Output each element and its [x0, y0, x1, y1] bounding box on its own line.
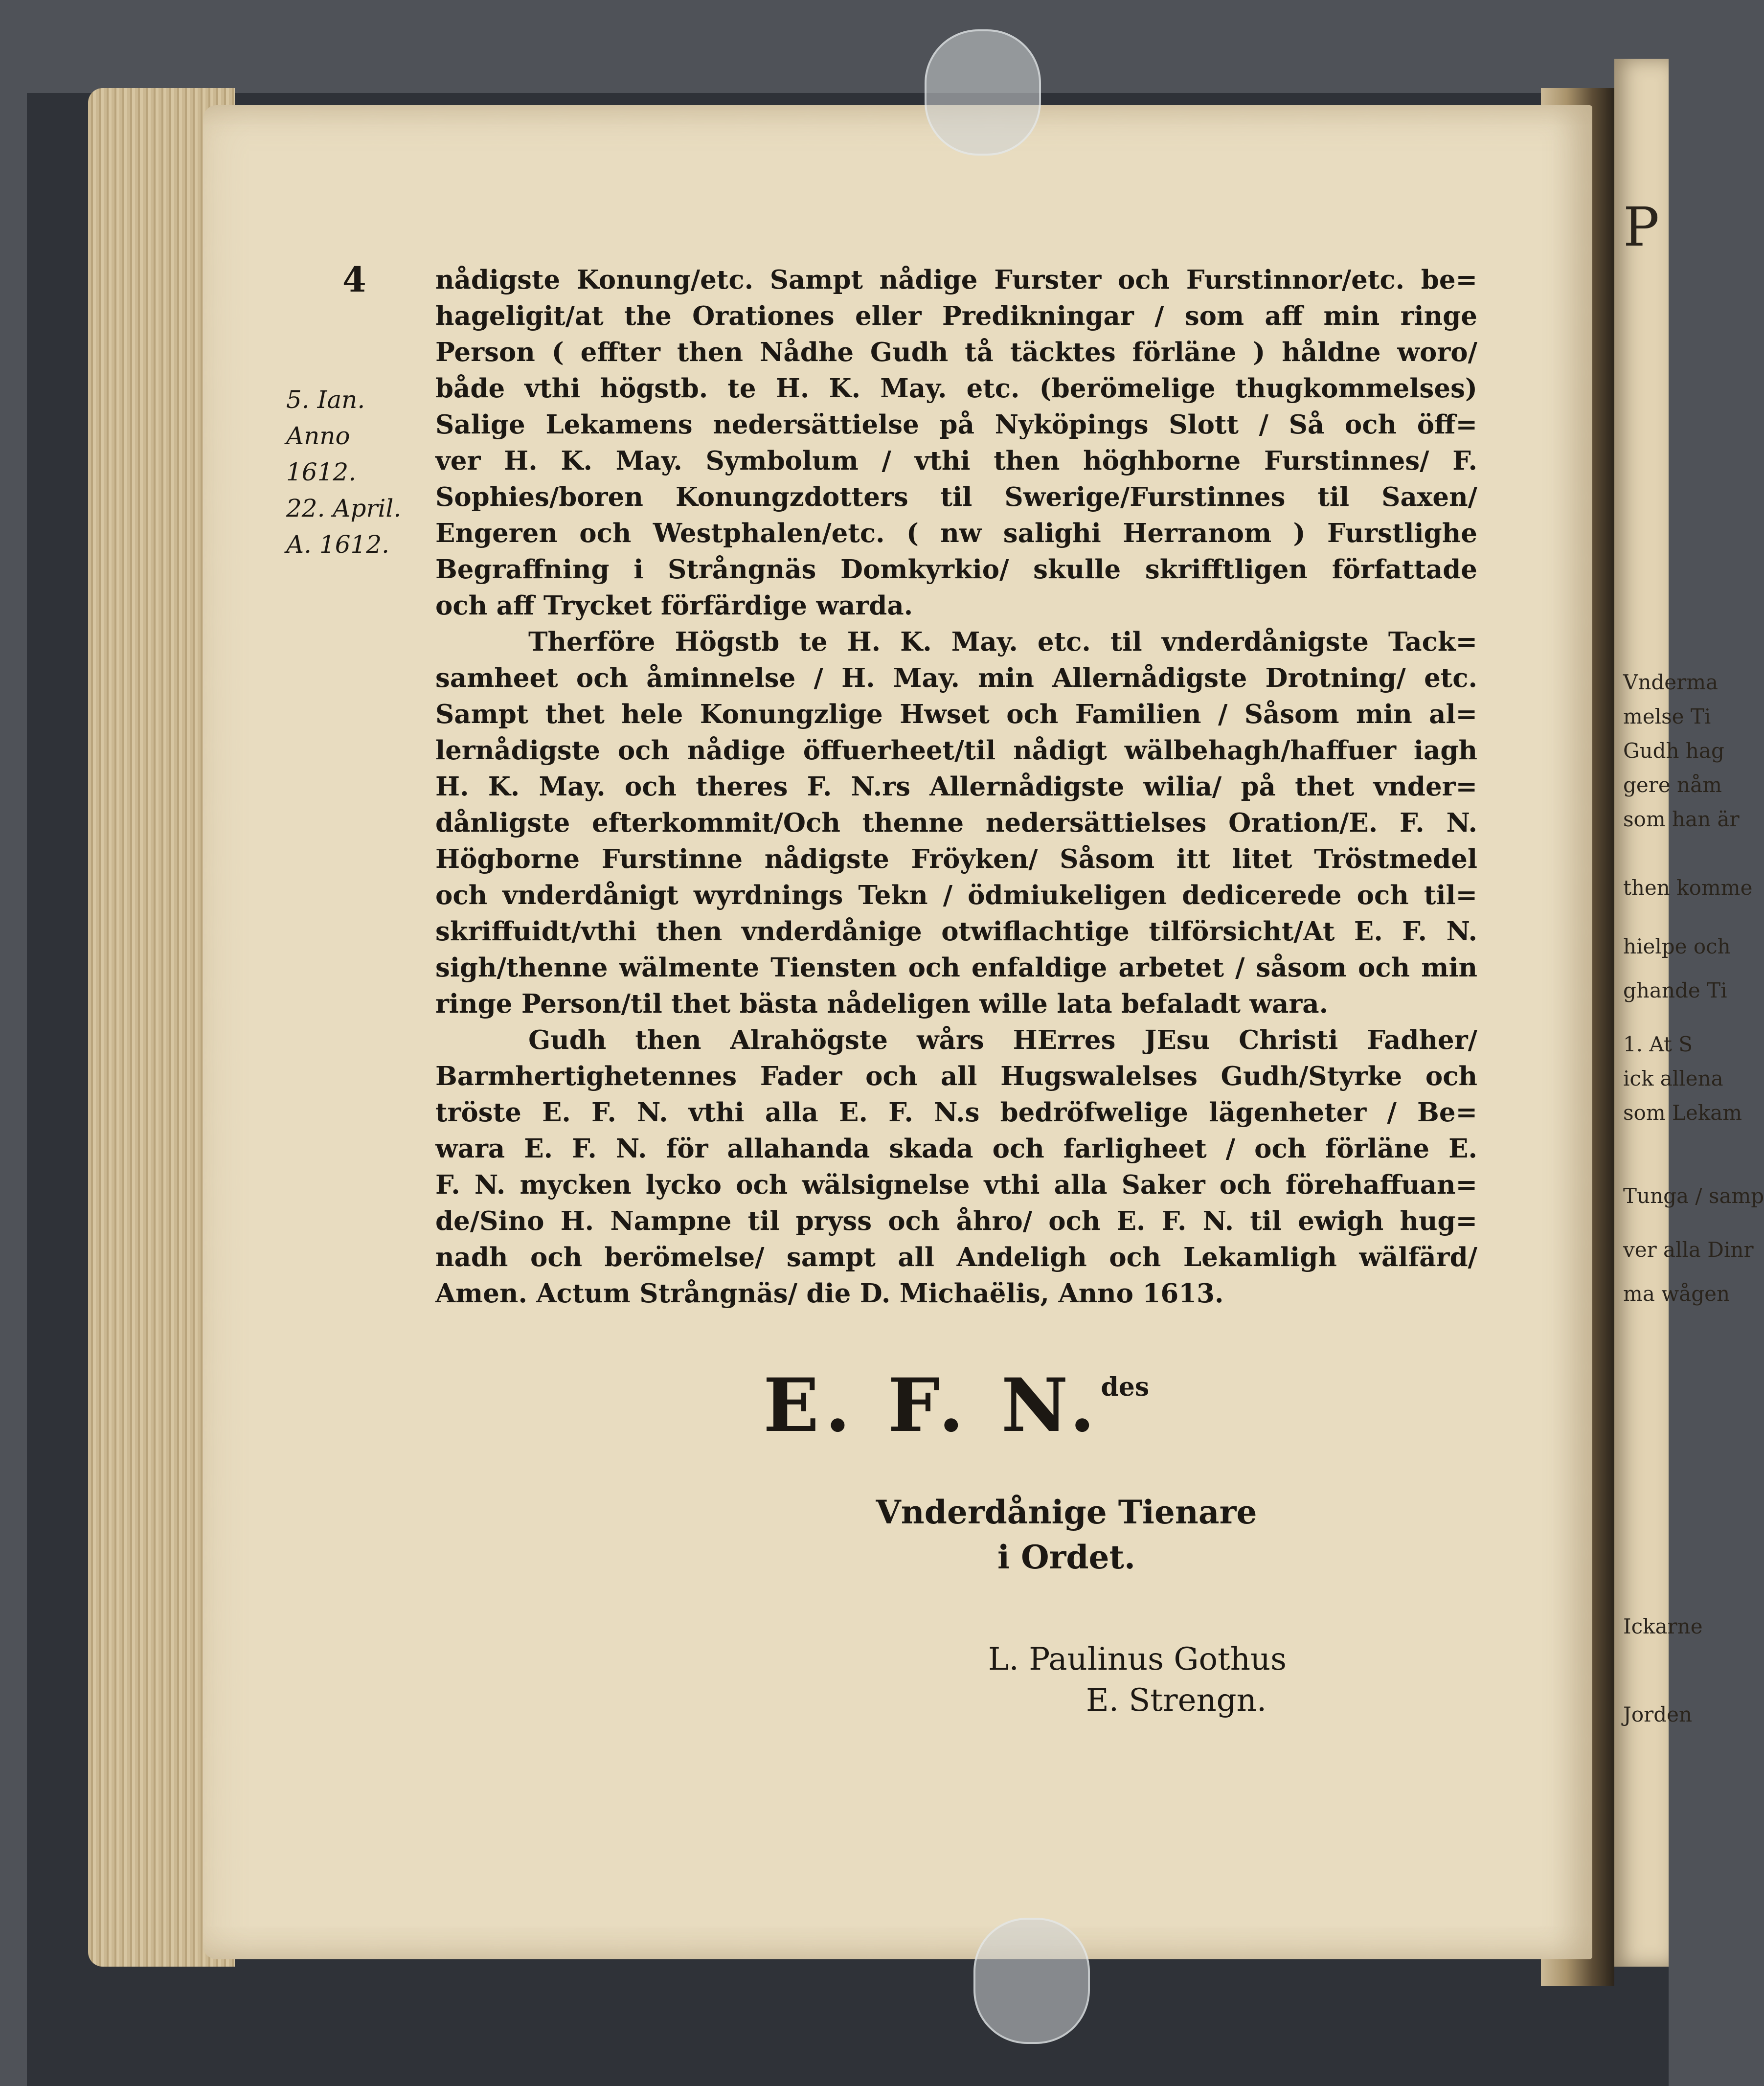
closing-line: i Ordet.	[997, 1538, 1135, 1576]
closing-title	[866, 1490, 1267, 1580]
text-line: H. K. May. och theres F. N.rs Allernådigste wilia/ på thet vnder=	[435, 771, 1477, 802]
text-line: Begraffning i Strångnäs Domkyrkio/ skulle skrifftligen författade	[435, 554, 1477, 585]
facing-fragment: Gudh hag	[1623, 739, 1724, 763]
text-line: Barmhertighetennes Fader och all Hugswalelses Gudh/Styrke och	[435, 1061, 1477, 1091]
facing-fragment: Tunga / samp	[1623, 1184, 1764, 1208]
text-line: ringe Person/til thet bästa nådeligen wille lata befaladt wara.	[435, 989, 1329, 1019]
text-line: samheet och åminnelse / H. May. min Allernådigste Drotning/ etc.	[435, 663, 1477, 693]
page-holder-tab-top	[925, 29, 1041, 156]
margin-note-line: Anno	[286, 422, 350, 450]
margin-note-line: 22. April.	[286, 494, 402, 522]
margin-note-line: 5. Ian.	[286, 385, 365, 414]
text-line: ver H. K. May. Symbolum / vthi then höghborne Furstinnes/ F.	[435, 446, 1477, 476]
text-line: hageligit/at the Orationes eller Predikningar / som aff min ringe	[435, 301, 1477, 331]
facing-page	[1614, 59, 1669, 1967]
text-line: Sampt thet hele Konungzlige Hwset och Familien / Såsom min al=	[435, 699, 1477, 729]
facing-fragment: P	[1623, 196, 1660, 258]
facing-fragment: som han är	[1623, 807, 1740, 831]
text-line: och aff Trycket förfärdige warda.	[435, 590, 913, 621]
page-holder-tab-bottom	[973, 1918, 1090, 2044]
text-line: wara E. F. N. för allahanda skada och farligheet / och förläne E.	[435, 1134, 1477, 1164]
text-line: de/Sino H. Nampne til pryss och åhro/ och E. F. N. til ewigh hug=	[435, 1206, 1477, 1236]
text-line: Sophies/boren Konungzdotters til Swerige/Furstinnes til Saxen/	[435, 482, 1477, 512]
facing-fragment: ick allena	[1623, 1066, 1723, 1090]
text-line: och vnderdånigt wyrdnings Tekn / ödmiukeligen dedicerede och til=	[435, 880, 1477, 910]
text-line: Högborne Furstinne nådigste Fröyken/ Såsom itt litet Tröstmedel	[435, 844, 1477, 874]
facing-fragment: ghande Ti	[1623, 978, 1727, 1002]
closing-line: Vnderdånige Tienare	[876, 1493, 1257, 1531]
text-line: tröste E. F. N. vthi alla E. F. N.s bedröfwelige lägenheter / Be=	[435, 1097, 1477, 1128]
text-line: sigh/thenne wälmente Tiensten och enfaldige arbetet / såsom och min	[435, 952, 1477, 983]
facing-fragment: Vnderma	[1623, 670, 1719, 694]
text-line: nådigste Konung/etc. Sampt nådige Furster och Furstinnor/etc. be=	[435, 265, 1477, 295]
initials-superscript: des	[1101, 1372, 1150, 1402]
margin-note-line: A. 1612.	[286, 530, 390, 559]
facing-fragment: som Lekam	[1623, 1101, 1742, 1125]
text-line: nadh och berömelse/ sampt all Andeligh och Lekamligh wälfärd/	[435, 1242, 1477, 1272]
text-line: Salige Lekamens nedersättielse på Nyköpings Slott / Så och öff=	[435, 409, 1477, 440]
facing-fragment: then komme	[1623, 876, 1753, 900]
signature-place: E. Strengn.	[1086, 1682, 1267, 1719]
margin-note	[286, 382, 402, 563]
text-line: Therföre Högstb te H. K. May. etc. til vnderdånigste Tack=	[528, 627, 1477, 657]
signature-name: L. Paulinus Gothus	[988, 1641, 1287, 1678]
text-line: dånligste efterkommit/Och thenne nedersättielses Oration/E. F. N.	[435, 808, 1477, 838]
text-line: Person ( effter then Nådhe Gudh tå täcktes förläne ) håldne woro/	[435, 337, 1477, 367]
text-line: både vthi högstb. te H. K. May. etc. (berömelige thugkommelses)	[435, 373, 1477, 404]
text-line: F. N. mycken lycko och wälsignelse vthi alla Saker och förehaffuan=	[435, 1170, 1477, 1200]
facing-fragment: 1. At S	[1623, 1032, 1693, 1056]
initials	[763, 1362, 1149, 1449]
text-line: Amen. Actum Strångnäs/ die D. Michaëlis, Anno 1613.	[435, 1278, 1224, 1309]
facing-fragment: ma wågen	[1623, 1282, 1730, 1306]
text-line: skriffuidt/vthi then vnderdånige otwiflachtige tilförsicht/At E. F. N.	[435, 916, 1477, 947]
facing-fragment: gere nåm	[1623, 773, 1722, 797]
body-text	[435, 262, 1477, 1312]
signature	[988, 1639, 1287, 1721]
facing-fragment: ver alla Dinr	[1623, 1238, 1754, 1262]
margin-note-line: 1612.	[286, 458, 357, 486]
facing-fragment: melse Ti	[1623, 704, 1711, 728]
page-number: 4	[342, 259, 366, 300]
facing-fragment: Ickarne	[1623, 1614, 1703, 1638]
text-line: lernådigste och nådige öffuerheet/til nådigt wälbehagh/haffuer iagh	[435, 735, 1477, 766]
facing-fragment: Jorden	[1623, 1702, 1692, 1726]
facing-fragment: hielpe och	[1623, 934, 1731, 958]
text-line: Engeren och Westphalen/etc. ( nw salighi Herranom ) Furstlighe	[435, 518, 1477, 548]
text-line: Gudh then Alrahögste wårs HErres JEsu Christi Fadher/	[528, 1025, 1477, 1055]
initials-text: E. F. N.	[763, 1362, 1101, 1449]
